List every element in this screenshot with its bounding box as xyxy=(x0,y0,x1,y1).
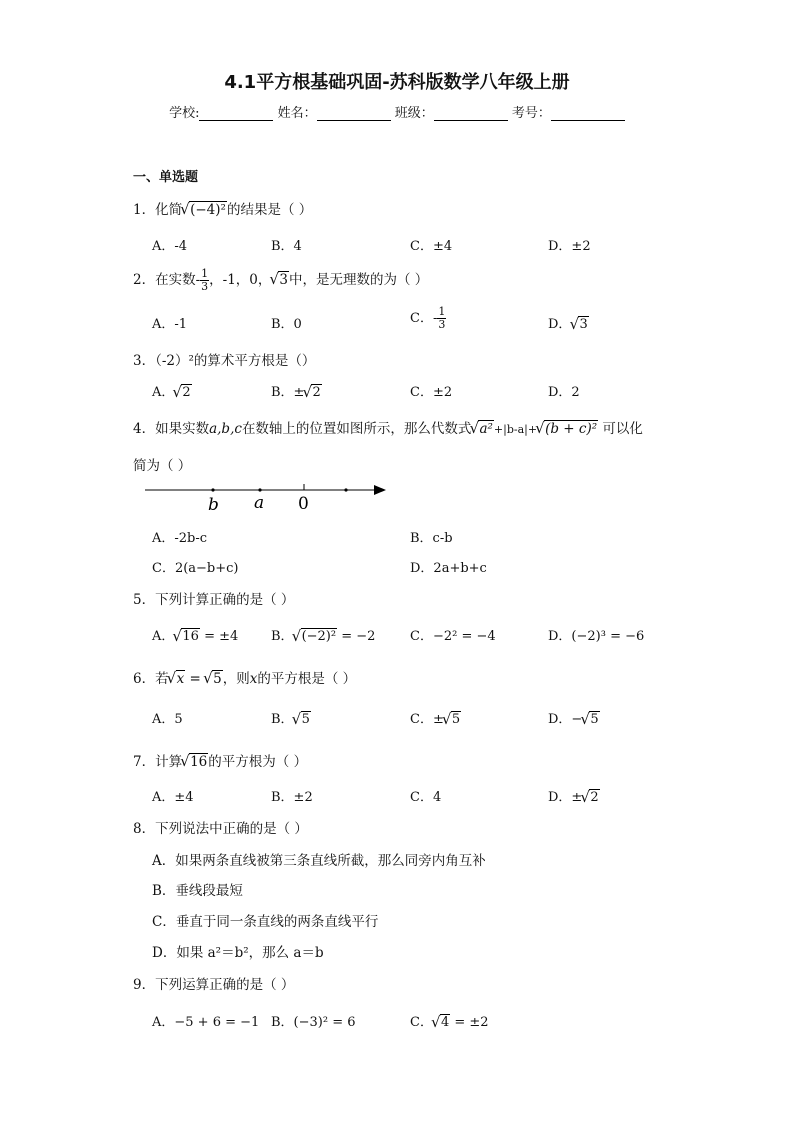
question-6 xyxy=(133,667,356,687)
question-text: 化简 xyxy=(155,202,183,218)
option-a[interactable]: A．-4 xyxy=(152,239,188,254)
abs-term: +|b-a|+ xyxy=(493,423,538,436)
school-field[interactable] xyxy=(199,106,273,121)
question-text: 计算 xyxy=(155,754,183,770)
question-4 xyxy=(133,417,643,437)
option-d[interactable] xyxy=(548,708,600,727)
option-b[interactable]: B．垂线段最短 xyxy=(152,883,243,899)
question-7 xyxy=(133,750,307,770)
variable-x: x xyxy=(249,671,258,687)
radicand: 5 xyxy=(301,712,310,727)
radicand: a² xyxy=(479,421,493,437)
name-field[interactable] xyxy=(317,106,391,121)
sqrt-expression xyxy=(182,754,208,770)
expression-tail: = −2 xyxy=(337,629,376,644)
option-a[interactable]: A．-2b-c xyxy=(152,531,208,546)
option-c[interactable]: C．垂直于同一条直线的两条直线平行 xyxy=(152,914,379,930)
option-c[interactable] xyxy=(410,1011,489,1030)
sqrt-expression xyxy=(205,671,223,687)
option-c[interactable] xyxy=(410,708,461,727)
fraction xyxy=(437,306,446,331)
question-text: 如果实数 xyxy=(155,421,210,437)
numerator: 1 xyxy=(438,305,446,318)
question-text: 若 xyxy=(155,671,169,687)
option-a[interactable]: A．±4 xyxy=(152,790,194,805)
option-d[interactable]: D．±2 xyxy=(548,239,591,254)
fraction xyxy=(200,268,209,293)
question-number: 4． xyxy=(133,421,156,437)
option-d[interactable]: D．2a+b+c xyxy=(410,561,487,576)
option-label: B． xyxy=(271,629,294,644)
equals: = xyxy=(185,671,206,687)
denominator: 3 xyxy=(438,318,446,331)
point-b xyxy=(211,488,214,491)
option-c[interactable]: C．±2 xyxy=(410,385,453,400)
option-c[interactable]: C．4 xyxy=(410,790,442,805)
sqrt-expression xyxy=(444,712,461,727)
label-b: b xyxy=(208,495,219,514)
option-label: B． xyxy=(271,712,294,727)
radicand: 2 xyxy=(590,790,599,805)
point-c xyxy=(344,488,347,491)
option-label: D． xyxy=(548,317,572,332)
option-label: D．± xyxy=(548,790,583,805)
sqrt-expression xyxy=(271,272,289,288)
radicand: 4 xyxy=(440,1015,450,1030)
option-a[interactable]: A．−5 + 6 = −1 xyxy=(152,1015,260,1030)
question-4-cont: 简为（ ） xyxy=(133,458,192,474)
label-a: a xyxy=(254,493,265,513)
expression-tail: = ±2 xyxy=(450,1015,489,1030)
sqrt-expression xyxy=(471,421,493,437)
option-label: C． xyxy=(410,1015,433,1030)
numerator: 1 xyxy=(201,267,209,280)
number-line-diagram xyxy=(140,478,390,514)
sqrt-expression xyxy=(571,317,588,332)
option-b[interactable]: B．0 xyxy=(271,317,302,332)
question-number: 2． xyxy=(133,272,156,288)
radicand: 16 xyxy=(190,754,208,770)
option-label: A． xyxy=(152,385,175,400)
option-b[interactable] xyxy=(271,625,375,644)
page-title: 4.1平方根基础巩固-苏科版数学八年级上册 xyxy=(224,72,570,93)
question-2 xyxy=(133,268,428,293)
option-d[interactable]: D．(−2)³ = −6 xyxy=(548,629,645,644)
option-b[interactable]: B．±2 xyxy=(271,790,313,805)
denominator: 3 xyxy=(201,280,209,293)
option-c[interactable]: C．2(a−b+c) xyxy=(152,561,239,576)
question-text: 在数轴上的位置如图所示，那么代数式 xyxy=(241,421,472,437)
expression-tail: = ±4 xyxy=(199,629,239,644)
question-text: ，-1，0， xyxy=(209,272,272,288)
question-3 xyxy=(133,349,315,369)
option-a[interactable]: A．如果两条直线被第三条直线所截，那么同旁内角互补 xyxy=(152,853,486,869)
question-5 xyxy=(133,588,294,608)
option-d[interactable]: D．2 xyxy=(548,385,580,400)
option-c[interactable]: C．±4 xyxy=(410,239,453,254)
radicand: x xyxy=(176,671,185,687)
sqrt-expression xyxy=(294,712,311,727)
question-text: 下列说法中正确的是（ ） xyxy=(155,821,308,837)
radicand: (−4)² xyxy=(190,202,226,218)
sqrt-expression xyxy=(174,629,200,644)
arrow-icon xyxy=(374,485,386,495)
option-d[interactable] xyxy=(548,786,600,805)
radicand: (b + c)² xyxy=(545,421,598,437)
question-8 xyxy=(133,817,308,837)
question-text: 中，是无理数的为（ ） xyxy=(289,272,429,288)
radicand: 2 xyxy=(312,385,321,400)
option-label: C．- xyxy=(410,311,438,326)
option-d[interactable] xyxy=(548,313,589,332)
sqrt-expression xyxy=(304,385,321,400)
sqrt-expression xyxy=(582,790,599,805)
radicand: 3 xyxy=(279,272,288,288)
question-text: 下列计算正确的是（ ） xyxy=(155,592,295,608)
option-c[interactable]: C．−2² = −4 xyxy=(410,629,496,644)
section-heading: 一、单选题 xyxy=(133,170,199,185)
variables: a,b,c xyxy=(209,421,242,437)
option-label: D．− xyxy=(548,712,583,727)
option-b[interactable] xyxy=(271,381,322,400)
class-label: 班级： xyxy=(394,106,434,121)
option-c[interactable] xyxy=(410,306,446,331)
sqrt-expression xyxy=(537,421,598,437)
question-text: （-2）²的算术平方根是（） xyxy=(155,353,316,369)
question-number: 7． xyxy=(133,754,156,770)
sqrt-expression xyxy=(294,629,338,644)
radicand: 5 xyxy=(213,671,222,687)
question-number: 3． xyxy=(133,353,156,369)
exam-no-label: 考号： xyxy=(511,106,551,121)
question-9 xyxy=(133,973,294,993)
class-field[interactable] xyxy=(434,106,508,121)
option-label: B．± xyxy=(271,385,305,400)
option-b[interactable]: B．(−3)² = 6 xyxy=(271,1015,356,1030)
question-text: 可以化 xyxy=(602,421,643,437)
name-label: 姓名： xyxy=(277,106,317,121)
radicand: 5 xyxy=(590,712,599,727)
option-d[interactable]: D．如果 a²＝b²，那么 a＝b xyxy=(152,945,324,961)
question-number: 6． xyxy=(133,671,156,687)
exam-no-field[interactable] xyxy=(551,106,625,121)
option-label: C．± xyxy=(410,712,444,727)
point-a xyxy=(258,488,261,491)
radicand: 5 xyxy=(451,712,461,727)
sqrt-expression xyxy=(174,385,191,400)
question-text: 的平方根为（ ） xyxy=(208,754,308,770)
question-number: 5． xyxy=(133,592,156,608)
option-b[interactable]: B．c-b xyxy=(410,531,453,546)
option-b[interactable]: B．4 xyxy=(271,239,302,254)
label-zero: 0 xyxy=(298,494,309,514)
question-text: ，则 xyxy=(222,671,250,687)
sqrt-expression xyxy=(182,202,227,218)
radicand: 2 xyxy=(182,385,191,400)
question-1 xyxy=(133,198,312,218)
option-a[interactable]: A．-1 xyxy=(152,317,188,332)
option-a[interactable] xyxy=(152,625,238,644)
sqrt-expression xyxy=(169,671,186,687)
sqrt-expression xyxy=(433,1015,450,1030)
question-number: 9． xyxy=(133,977,156,993)
student-info xyxy=(0,102,794,121)
school-label: 学校: xyxy=(169,106,200,121)
question-text: 的平方根是（ ） xyxy=(257,671,357,687)
question-number: 8． xyxy=(133,821,156,837)
radicand: 16 xyxy=(182,629,199,644)
question-text: 的结果是（ ） xyxy=(226,202,313,218)
question-text: 在实数- xyxy=(155,272,201,288)
radicand: 3 xyxy=(579,317,588,332)
option-label: A． xyxy=(152,629,175,644)
sqrt-expression xyxy=(582,712,599,727)
radicand: (−2)² xyxy=(301,629,337,644)
option-a[interactable]: A．5 xyxy=(152,712,183,727)
option-a[interactable] xyxy=(152,381,192,400)
question-text: 下列运算正确的是（ ） xyxy=(155,977,295,993)
question-number: 1． xyxy=(133,202,156,218)
option-b[interactable] xyxy=(271,708,311,727)
